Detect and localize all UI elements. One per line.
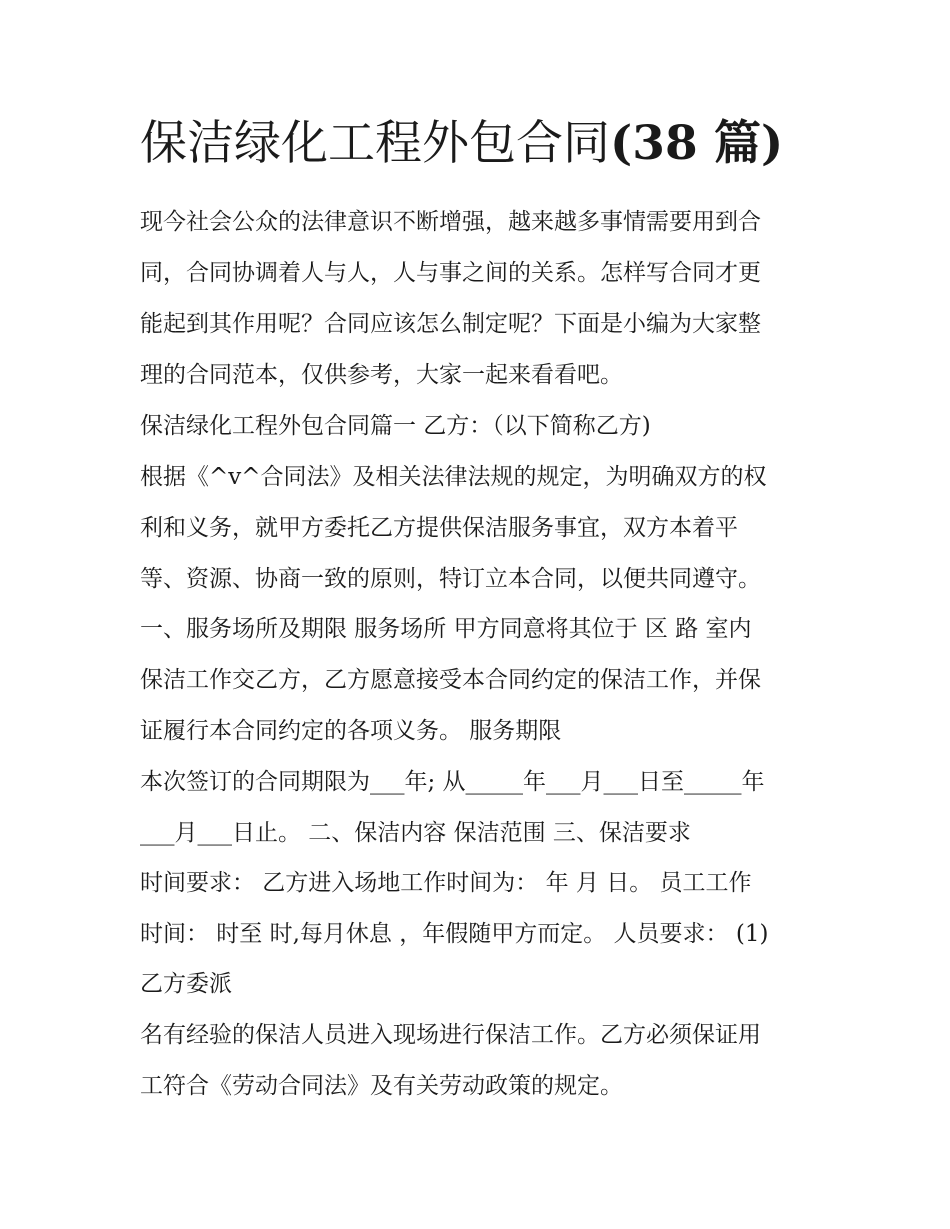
body-line: 利和义务，就甲方委托乙方提供保洁服务事宜，双方本着平 — [140, 515, 738, 541]
body-line: 工符合《劳动合同法》及有关劳动政策的规定。 — [140, 1073, 623, 1099]
body-line: 能起到其作用呢？合同应该怎么制定呢？下面是小编为大家整 — [140, 311, 761, 337]
body-line: 乙方委派 — [140, 971, 232, 997]
body-line: 时间： 时至 时,每月休息 ，年假随甲方而定。 人员要求： (1) — [140, 921, 769, 947]
body-line: 理的合同范本，仅供参考，大家一起来看看吧。 — [140, 362, 623, 388]
body-line: 根据《^v^合同法》及相关法律法规的规定，为明确双方的权 — [140, 464, 767, 490]
body-line: 同，合同协调着人与人，人与事之间的关系。怎样写合同才更 — [140, 260, 761, 286]
body-line: 时间要求： 乙方进入场地工作时间为： 年 月 日。 员工工作 — [140, 870, 752, 896]
title-main: 保洁绿化工程外包合同 — [140, 116, 610, 171]
title-count: (38 篇) — [610, 116, 784, 171]
body-line: 名有经验的保洁人员进入现场进行保洁工作。乙方必须保证用 — [140, 1022, 761, 1048]
body-line: 证履行本合同约定的各项义务。 服务期限 — [140, 718, 562, 744]
body-line: ___月___日止。 二、保洁内容 保洁范围 三、保洁要求 — [140, 820, 691, 846]
body-line: 等、资源、协商一致的原则，特订立本合同，以便共同遵守。 — [140, 566, 761, 592]
section-heading-line: 保洁绿化工程外包合同篇一 乙方：（以下简称乙方) — [140, 413, 651, 439]
body-line: 本次签订的合同期限为___年; 从_____年___月___日至_____年 — [140, 769, 765, 795]
body-line: 现今社会公众的法律意识不断增强，越来越多事情需要用到合 — [140, 209, 761, 235]
body-line: 保洁工作交乙方，乙方愿意接受本合同约定的保洁工作，并保 — [140, 667, 761, 693]
body-line: 一、服务场所及期限 服务场所 甲方同意将其位于 区 路 室内 — [140, 616, 752, 642]
document-title — [140, 112, 840, 176]
